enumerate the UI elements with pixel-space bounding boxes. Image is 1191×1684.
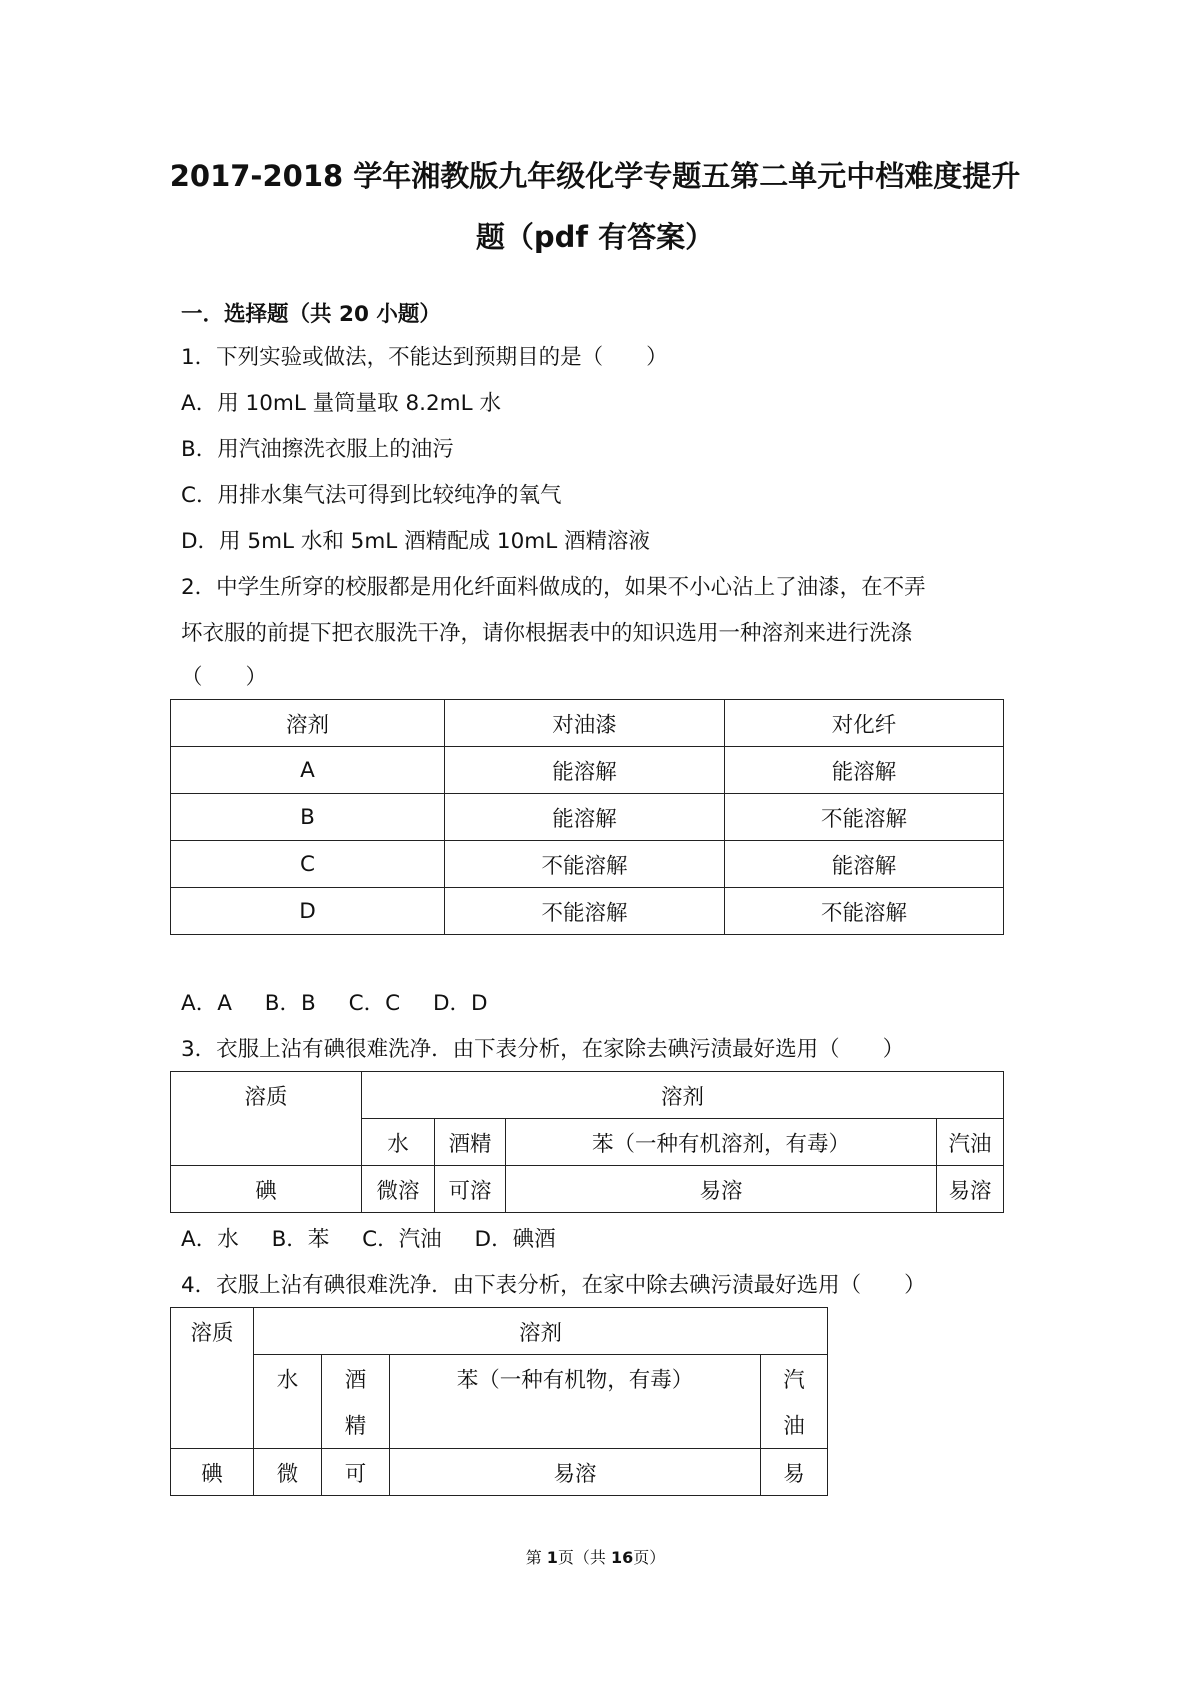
q1-option-b: B．用汽油擦洗衣服上的油污: [181, 437, 454, 462]
q2-stem-line-2: 坏衣服的前提下把衣服洗干净，请你根据表中的知识选用一种溶剂来进行洗涤: [181, 621, 913, 646]
q2-stem-line-3: （ ）: [181, 665, 268, 690]
table-cell: 碘: [171, 1166, 362, 1213]
table-cell: 能溶解: [725, 747, 1004, 794]
table-cell: 苯（一种有机溶剂，有毒）: [506, 1119, 937, 1166]
table-cell: 不能溶解: [725, 888, 1004, 935]
table-cell: 不能溶解: [725, 794, 1004, 841]
footer-middle: 页（共: [557, 1548, 612, 1567]
table-header-row: [171, 1072, 1004, 1119]
q2-options: [181, 989, 514, 1019]
q1-option-a: A．用 10mL 量筒量取 8.2mL 水: [181, 391, 501, 416]
table-cell: 易: [761, 1449, 828, 1496]
q3-options: [181, 1225, 582, 1255]
section-heading: 一．选择题（共 20 小题）: [181, 302, 441, 327]
table-header-row: [171, 1308, 828, 1355]
table-cell: 可溶: [435, 1166, 506, 1213]
table-cell: D: [171, 888, 445, 935]
q3-option-d: D．碘酒: [474, 1227, 556, 1252]
q4-stem: 4．衣服上沾有碘很难洗净．由下表分析，在家中除去碘污渍最好选用（ ）: [181, 1273, 926, 1298]
q2-option-a: A．A: [181, 991, 232, 1016]
table-cell: 可: [322, 1449, 390, 1496]
table-cell: 对油漆: [445, 700, 725, 747]
table-cell: [390, 1402, 761, 1449]
footer-suffix: 页）: [633, 1548, 666, 1567]
table-cell: 酒精: [435, 1119, 506, 1166]
table-cell: 能溶解: [725, 841, 1004, 888]
table-cell: 汽: [761, 1355, 828, 1402]
q2-option-c: C．C: [348, 991, 401, 1016]
q3-stem: 3．衣服上沾有碘很难洗净．由下表分析，在家除去碘污渍最好选用（ ）: [181, 1037, 905, 1062]
q3-option-c: C．汽油: [362, 1227, 442, 1252]
table-cell: A: [171, 747, 445, 794]
table-cell: B: [171, 794, 445, 841]
table-cell: 精: [322, 1402, 390, 1449]
footer-prefix: 第: [525, 1548, 547, 1567]
table-row: [171, 841, 1004, 888]
table-cell: 易溶: [937, 1166, 1004, 1213]
document-title-line-2: 题（pdf 有答案）: [475, 220, 715, 254]
table-cell: 不能溶解: [445, 888, 725, 935]
table-header-row: [171, 700, 1004, 747]
table-cell: C: [171, 841, 445, 888]
q1-stem: 1．下列实验或做法，不能达到预期目的是（ ）: [181, 345, 668, 370]
table-cell: 溶剂: [171, 700, 445, 747]
table-cell: 易溶: [506, 1166, 937, 1213]
q2-option-d: D．D: [432, 991, 488, 1016]
q2-option-b: B．B: [264, 991, 316, 1016]
q4-table: [170, 1307, 828, 1496]
table-cell: 碘: [171, 1449, 254, 1496]
table-row: [171, 1449, 828, 1496]
table-cell: 能溶解: [445, 747, 725, 794]
table-row: [171, 794, 1004, 841]
table-cell: 水: [254, 1355, 322, 1402]
table-cell: [254, 1402, 322, 1449]
q1-option-d: D．用 5mL 水和 5mL 酒精配成 10mL 酒精溶液: [181, 529, 651, 554]
q3-table: [170, 1071, 1004, 1213]
table-cell: 溶质: [171, 1308, 254, 1449]
table-row: [171, 1402, 828, 1449]
table-row: [171, 1166, 1004, 1213]
footer-total-pages: 16: [611, 1548, 634, 1567]
table-cell: 能溶解: [445, 794, 725, 841]
table-cell: 汽油: [937, 1119, 1004, 1166]
footer-page-number: 1: [546, 1548, 558, 1567]
table-cell: 苯（一种有机物，有毒）: [390, 1355, 761, 1402]
table-cell: 溶剂: [362, 1072, 1004, 1119]
q2-stem-line-1: 2．中学生所穿的校服都是用化纤面料做成的，如果不小心沾上了油漆，在不弄: [181, 575, 926, 600]
q2-table: [170, 699, 1004, 935]
table-cell: 油: [761, 1402, 828, 1449]
q1-option-c: C．用排水集气法可得到比较纯净的氧气: [181, 483, 562, 508]
table-cell: 易溶: [390, 1449, 761, 1496]
q3-option-b: B．苯: [271, 1227, 330, 1252]
table-cell: 对化纤: [725, 700, 1004, 747]
table-row: [171, 1355, 828, 1402]
table-cell: 微: [254, 1449, 322, 1496]
table-row: [171, 747, 1004, 794]
document-title-line-1: 2017-2018 学年湘教版九年级化学专题五第二单元中档难度提升: [169, 159, 1021, 193]
table-cell: 水: [362, 1119, 435, 1166]
table-cell: 不能溶解: [445, 841, 725, 888]
table-cell: 溶质: [171, 1072, 362, 1166]
table-row: [171, 888, 1004, 935]
table-cell: 溶剂: [254, 1308, 828, 1355]
q3-option-a: A．水: [181, 1227, 239, 1252]
page-footer: [0, 1545, 1191, 1568]
table-cell: 微溶: [362, 1166, 435, 1213]
table-cell: 酒: [322, 1355, 390, 1402]
